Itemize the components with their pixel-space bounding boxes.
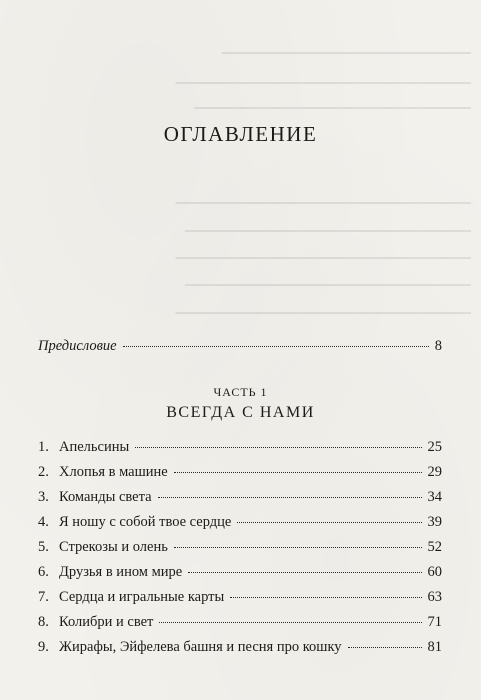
toc-entry-number: 5.: [38, 539, 49, 555]
toc-entry-label: Предисловие: [38, 338, 117, 354]
toc-entry-page: 60: [427, 564, 442, 580]
dot-leader: [348, 647, 422, 648]
toc-entry-label: [38, 564, 182, 581]
dot-leader: [230, 597, 421, 598]
toc-title: ОГЛАВЛЕНИЕ: [163, 122, 318, 146]
dot-leader: [237, 522, 421, 523]
dot-leader: [159, 622, 421, 623]
toc-entry-page: 63: [427, 589, 442, 605]
toc-entry-number: 2.: [38, 464, 49, 480]
dot-leader: [158, 497, 422, 498]
toc-entry-label: [38, 514, 231, 531]
toc-entry-number: 4.: [38, 514, 49, 530]
dot-leader: [174, 547, 422, 548]
toc-entry-preface[interactable]: [38, 338, 442, 360]
toc-entry[interactable]: [38, 539, 442, 561]
toc-entry-label: [38, 539, 168, 556]
toc-entry-text: Стрекозы и олень: [59, 539, 168, 555]
toc-entry-label: [38, 614, 153, 631]
toc-entry-page: 71: [427, 614, 442, 630]
bleed-through-text: ▁▁▁▁▁▁▁▁▁▁▁▁▁▁▁▁▁▁▁▁▁▁▁▁▁▁▁▁▁▁▁▁: [175, 190, 471, 204]
toc-entry[interactable]: [38, 514, 442, 536]
toc-entry-page: 52: [427, 539, 442, 555]
toc-entry-label: [38, 489, 152, 506]
dot-leader: [135, 447, 421, 448]
toc-entry-text: Жирафы, Эйфелева башня и песня про кошку: [59, 639, 342, 655]
toc-entry-text: Команды света: [59, 489, 152, 505]
toc-entry[interactable]: [38, 464, 442, 486]
toc-entry-text: Колибри и свет: [59, 614, 154, 630]
toc-entry[interactable]: [38, 639, 442, 661]
toc-entry-label: [38, 464, 168, 481]
bleed-through-text: ▁▁▁▁▁▁▁▁▁▁▁▁▁▁▁▁▁▁▁▁▁▁▁▁▁▁▁▁▁▁▁: [184, 218, 471, 232]
toc-entry[interactable]: [38, 589, 442, 611]
toc-entry-number: 9.: [38, 639, 49, 655]
toc-entry-text: Хлопья в машине: [59, 464, 168, 480]
toc-entry[interactable]: [38, 439, 442, 461]
toc-entry-text: Друзья в ином мире: [59, 564, 183, 580]
toc-entry-text: Я ношу с собой твое сердце: [59, 514, 232, 530]
bleed-through-text: ▁▁▁▁▁▁▁▁▁▁▁▁▁▁▁▁▁▁▁▁▁▁▁▁▁▁▁▁▁▁▁▁: [175, 245, 471, 259]
part-label: ЧАСТЬ 1: [213, 385, 268, 399]
toc-entry-number: 3.: [38, 489, 49, 505]
toc-entry-text: Апельсины: [59, 439, 130, 455]
toc-entry-label: [38, 439, 129, 456]
bleed-through-text: ▁▁▁▁▁▁▁▁▁▁▁▁▁▁▁▁▁▁▁▁▁▁▁▁▁▁▁: [221, 40, 471, 54]
bleed-through-text: ▁▁▁▁▁▁▁▁▁▁▁▁▁▁▁▁▁▁▁▁▁▁▁▁▁▁▁▁▁▁▁: [184, 272, 471, 286]
toc-entry[interactable]: [38, 614, 442, 636]
toc-entry-label: [38, 639, 342, 656]
dot-leader: [123, 346, 429, 347]
toc-entry-number: 1.: [38, 439, 49, 455]
toc-entry-number: 6.: [38, 564, 49, 580]
toc-entry-label: [38, 589, 224, 606]
bleed-through-text: ▁▁▁▁▁▁▁▁▁▁▁▁▁▁▁▁▁▁▁▁▁▁▁▁▁▁▁▁▁▁▁▁: [175, 70, 471, 84]
toc-entry-page: 8: [434, 338, 442, 354]
toc-entry-text: Сердца и игральные карты: [59, 589, 225, 605]
dot-leader: [188, 572, 421, 573]
toc-entry-page: 39: [427, 514, 442, 530]
bleed-through-text: ▁▁▁▁▁▁▁▁▁▁▁▁▁▁▁▁▁▁▁▁▁▁▁▁▁▁▁▁▁▁▁▁: [175, 300, 471, 314]
part-title: ВСЕГДА С НАМИ: [166, 404, 315, 421]
toc-entry-page: 25: [427, 439, 442, 455]
toc-entry-page: 34: [427, 489, 442, 505]
toc-entry[interactable]: [38, 564, 442, 586]
toc-entry-page: 81: [427, 639, 442, 655]
toc-entry-page: 29: [427, 464, 442, 480]
bleed-through-text: ▁▁▁▁▁▁▁▁▁▁▁▁▁▁▁▁▁▁▁▁▁▁▁▁▁▁▁▁▁▁: [194, 95, 471, 109]
dot-leader: [174, 472, 422, 473]
toc-entry-number: 7.: [38, 589, 49, 605]
toc-entry[interactable]: [38, 489, 442, 511]
toc-entry-number: 8.: [38, 614, 49, 630]
